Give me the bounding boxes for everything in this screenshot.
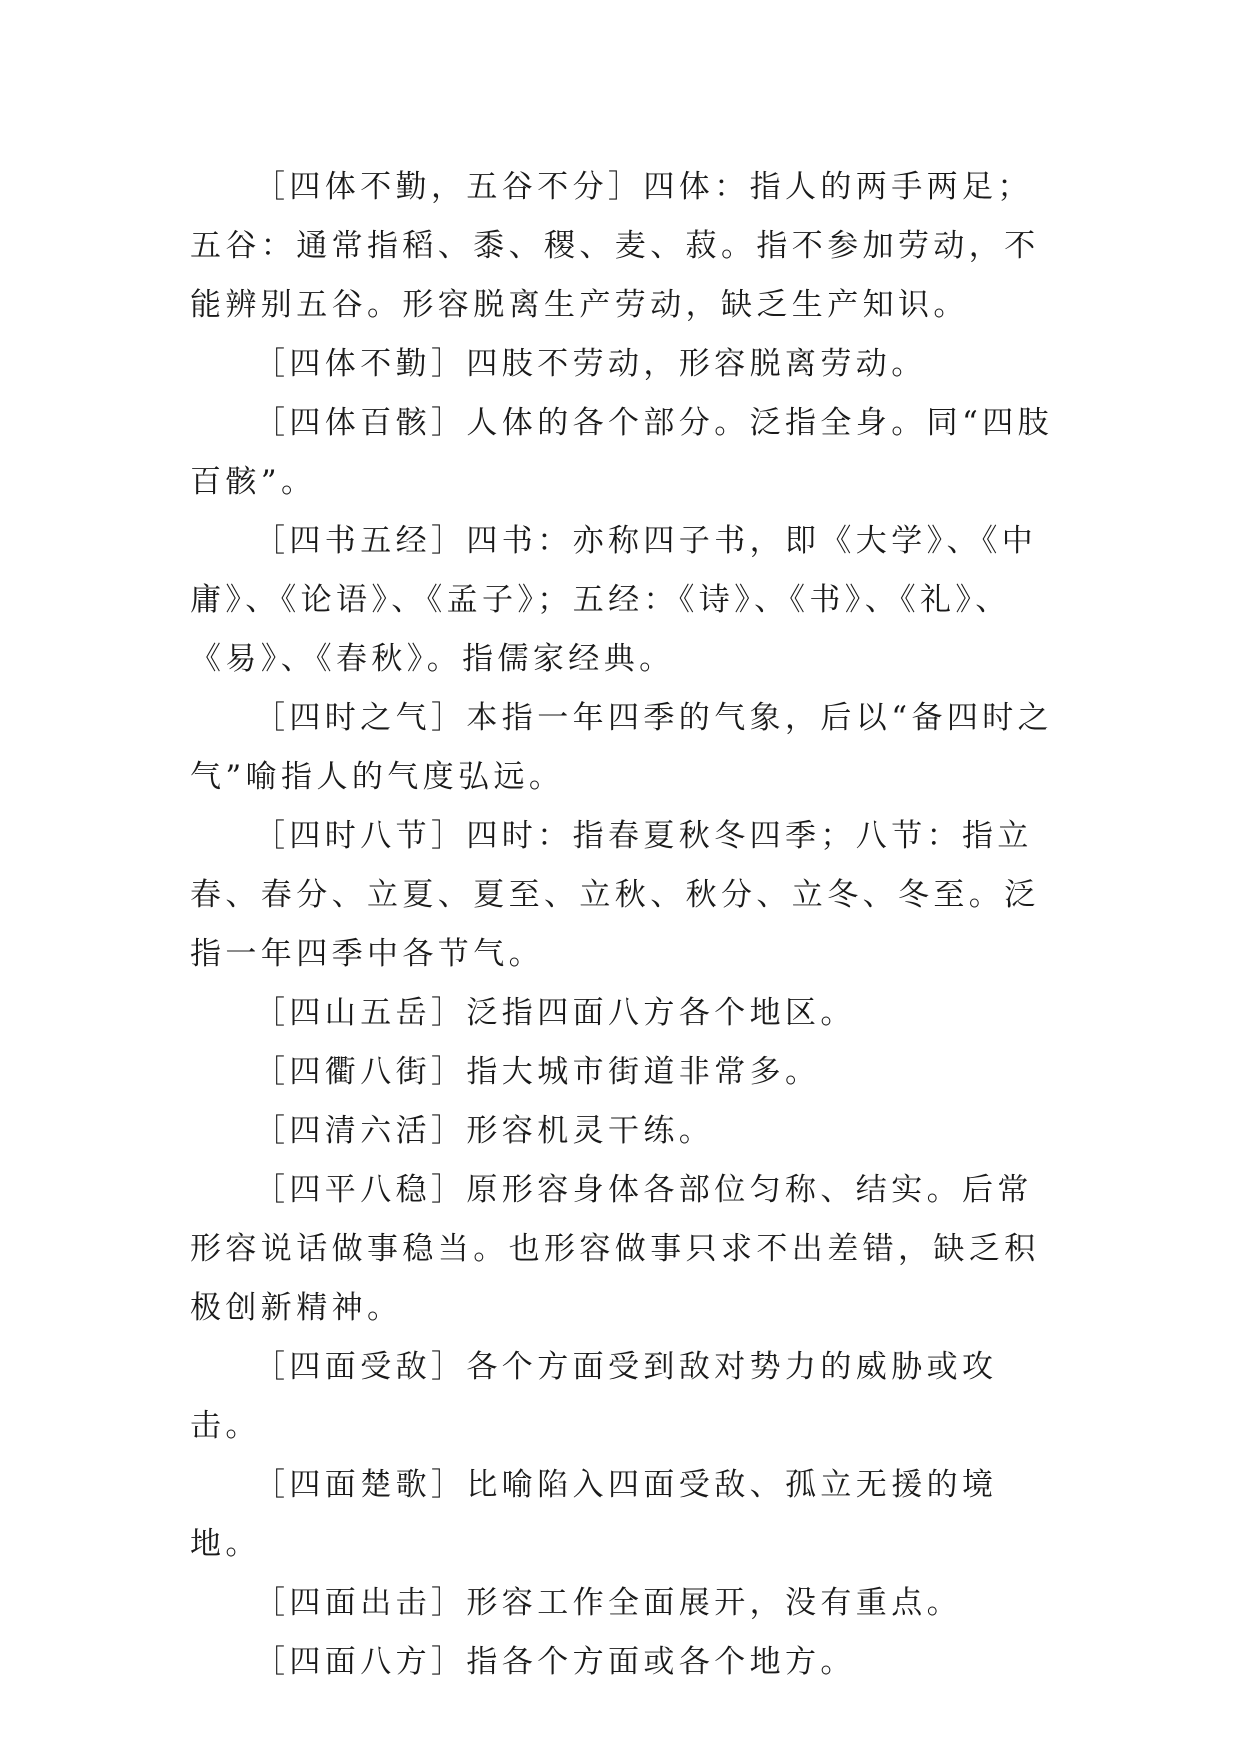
idiom-entry [190, 1574, 1058, 1633]
idiom-entry [190, 335, 1058, 394]
idiom-definition: 形容工作全面展开，没有重点。 [466, 1585, 963, 1621]
idiom-term: ［四时之气］ [254, 700, 467, 736]
idiom-definition: 本指一年四季的气象，后以“备四时之气”喻指人的气度弘远。 [190, 700, 1054, 795]
idiom-term: ［四山五岳］ [254, 995, 467, 1031]
idiom-definition: 四肢不劳动，形容脱离劳动。 [466, 346, 927, 382]
idiom-entries [190, 158, 1058, 1692]
idiom-entry [190, 1043, 1058, 1102]
idiom-term: ［四体百骸］ [254, 405, 467, 441]
idiom-definition: 泛指四面八方各个地区。 [466, 995, 856, 1031]
idiom-entry [190, 1338, 1058, 1456]
idiom-entry [190, 512, 1058, 689]
idiom-entry [190, 689, 1058, 807]
idiom-definition: 人体的各个部分。泛指全身。同“四肢百骸”。 [190, 405, 1054, 500]
idiom-definition: 比喻陷入四面受敌、孤立无援的境地。 [190, 1467, 998, 1562]
idiom-term: ［四清六活］ [254, 1113, 467, 1149]
idiom-entry [190, 1102, 1058, 1161]
idiom-term: ［四平八稳］ [254, 1172, 467, 1208]
idiom-entry [190, 1633, 1058, 1692]
idiom-term: ［四面八方］ [254, 1644, 467, 1680]
idiom-definition: 形容机灵干练。 [466, 1113, 715, 1149]
idiom-definition: 四时：指春夏秋冬四季；八节：指立春、春分、立夏、夏至、立秋、秋分、立冬、冬至。泛指一年四季中各节气。 [190, 818, 1040, 972]
idiom-entry [190, 1456, 1058, 1574]
idiom-definition: 原形容身体各部位匀称、结实。后常形容说话做事稳当。也形容做事只求不出差错，缺乏积极创新精神。 [190, 1172, 1040, 1326]
idiom-definition: 四书：亦称四子书，即《大学》、《中庸》、《论语》、《孟子》；五经：《诗》、《书》、《礼》、《易》、《春秋》。指儒家经典。 [190, 523, 1038, 677]
idiom-definition: 各个方面受到敌对势力的威胁或攻击。 [190, 1349, 998, 1444]
idiom-entry [190, 807, 1058, 984]
idiom-term: ［四衢八街］ [254, 1054, 467, 1090]
idiom-term: ［四书五经］ [254, 523, 467, 559]
idiom-definition: 指大城市街道非常多。 [466, 1054, 821, 1090]
idiom-term: ［四面受敌］ [254, 1349, 467, 1385]
idiom-term: ［四体不勤］ [254, 346, 467, 382]
idiom-entry [190, 394, 1058, 512]
idiom-term: ［四时八节］ [254, 818, 467, 854]
idiom-definition: 四体：指人的两手两足；五谷：通常指稻、黍、稷、麦、菽。指不参加劳动，不能辨别五谷。形容脱离生产劳动，缺乏生产知识。 [190, 169, 1040, 323]
idiom-term: ［四面楚歌］ [254, 1467, 467, 1503]
idiom-term: ［四体不勤，五谷不分］ [254, 169, 644, 205]
idiom-term: ［四面出击］ [254, 1585, 467, 1621]
idiom-entry [190, 1161, 1058, 1338]
idiom-definition: 指各个方面或各个地方。 [466, 1644, 856, 1680]
idiom-entry [190, 984, 1058, 1043]
idiom-entry [190, 158, 1058, 335]
